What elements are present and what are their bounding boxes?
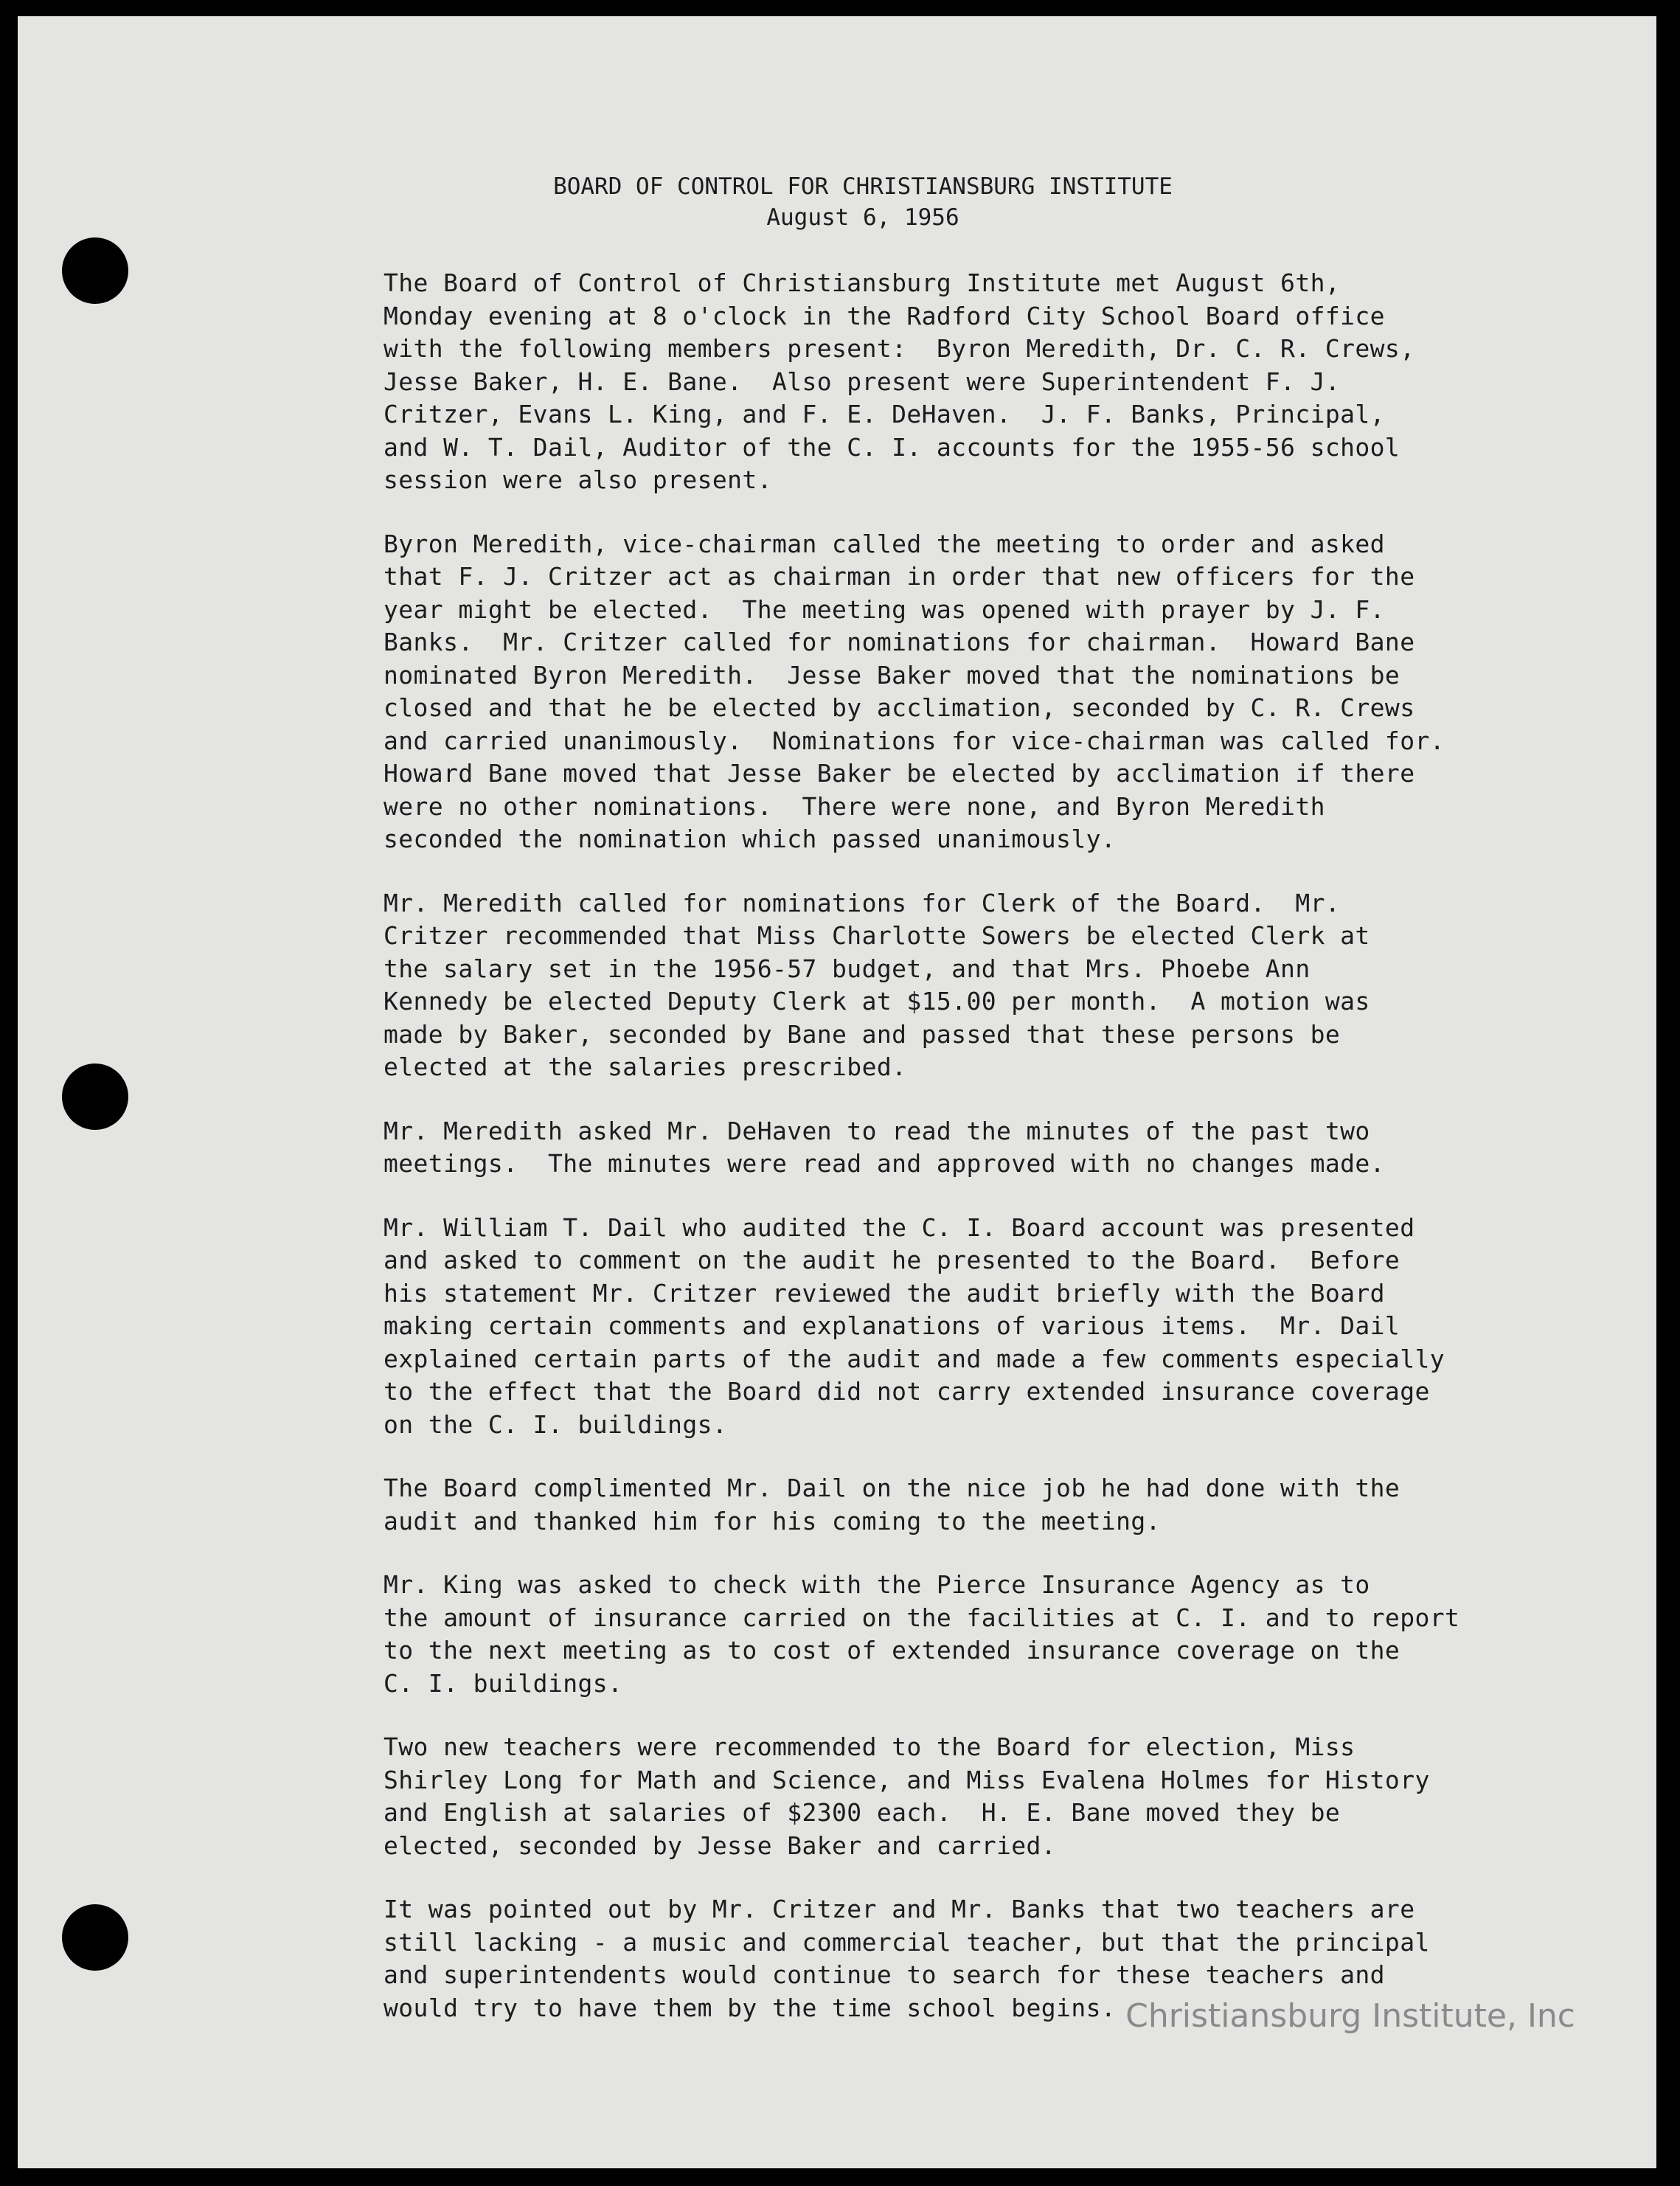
paragraph-clerk-election: Mr. Meredith called for nominations for Clerk of the Board. Mr. Critzer recommended that Miss Charlotte Sowers be elected Clerk at the salary set in the 1956-57 budget, and that Mrs. Phoebe Ann Kennedy be elected Deputy Clerk at $15.00 per month. A motion was made by Baker, seconded by Bane and passed that these persons be elected at the salaries prescribed. xyxy=(383,888,1370,1081)
paragraph-teacher-search: It was pointed out by Mr. Critzer and Mr. Banks that two teachers are still lacking - a music and commercial teacher, but that the principal and superintendents would continue to search for these teachers and would try to have them by the time school begins. xyxy=(383,1895,1430,2022)
paragraph-audit: Mr. William T. Dail who audited the C. I. Board account was presented and asked to comment on the audit he presented to the Board. Before his statement Mr. Critzer reviewed the audit briefly with the Board making certain comments and explanations of various items. Mr. Dail explained certain parts of the audit and made a few comments especially to the effect that the Board did not carry extended insurance coverage on the C. I. buildings. xyxy=(383,1212,1445,1439)
paragraph-insurance: Mr. King was asked to check with the Pierce Insurance Agency as to the amount of insurance carried on the facilities at C. I. and to report to the next meeting as to cost of extended insurance coverage on the C. I. buildings. xyxy=(383,1570,1460,1698)
paragraph-minutes-approval: Mr. Meredith asked Mr. DeHaven to read the minutes of the past two meetings. The minutes were read and approved with no changes made. xyxy=(383,1116,1385,1178)
punch-hole xyxy=(62,237,128,304)
paragraph-officer-election: Byron Meredith, vice-chairman called the meeting to order and asked that F. J. Critzer act as chairman in order that new officers for the year might be elected. The meeting was opened with prayer by J. F. Banks. Mr. Critzer called for nominations for chairman. Howard Bane nominated Byron Meredith. Jesse Baker moved that the nominations be closed and that he be elected by acclimation, seconded by C. R. Crews and carried unanimously. Nominations for vice-chairman was called for. Howard Bane moved that Jesse Baker be elected by acclimation if there were no other nominations. There were none, and Byron Meredith seconded the nomination which passed unanimously. xyxy=(383,529,1445,853)
watermark-text: Christiansburg Institute, Inc xyxy=(1125,1997,1575,2035)
minutes-body xyxy=(383,267,1578,2055)
paragraph-teacher-election: Two new teachers were recommended to the Board for election, Miss Shirley Long for Math and Science, and Miss Evalena Holmes for History and English at salaries of $2300 each. H. E. Bane moved they be elected, seconded by Jesse Baker and carried. xyxy=(383,1732,1430,1860)
document-title: BOARD OF CONTROL FOR CHRISTIANSBURG INSTITUTE xyxy=(553,173,1173,200)
paragraph-attendance: The Board of Control of Christiansburg Institute met August 6th, Monday evening at 8 o'clock in the Radford City School Board office with the following members present: Byron Meredith, Dr. C. R. Crews, Jesse Baker, H. E. Bane. Also present were Superintendent F. J. Critzer, Evans L. King, and F. E. DeHaven. J. F. Banks, Principal, and W. T. Dail, Auditor of the C. I. accounts for the 1955-56 school session were also present. xyxy=(383,268,1415,494)
document-date: August 6, 1956 xyxy=(766,204,959,231)
paragraph-audit-thanks: The Board complimented Mr. Dail on the nice job he had done with the audit and thanked him for his coming to the meeting. xyxy=(383,1474,1400,1536)
punch-hole xyxy=(62,1904,128,1971)
punch-hole xyxy=(62,1063,128,1130)
document-page xyxy=(18,16,1656,2168)
